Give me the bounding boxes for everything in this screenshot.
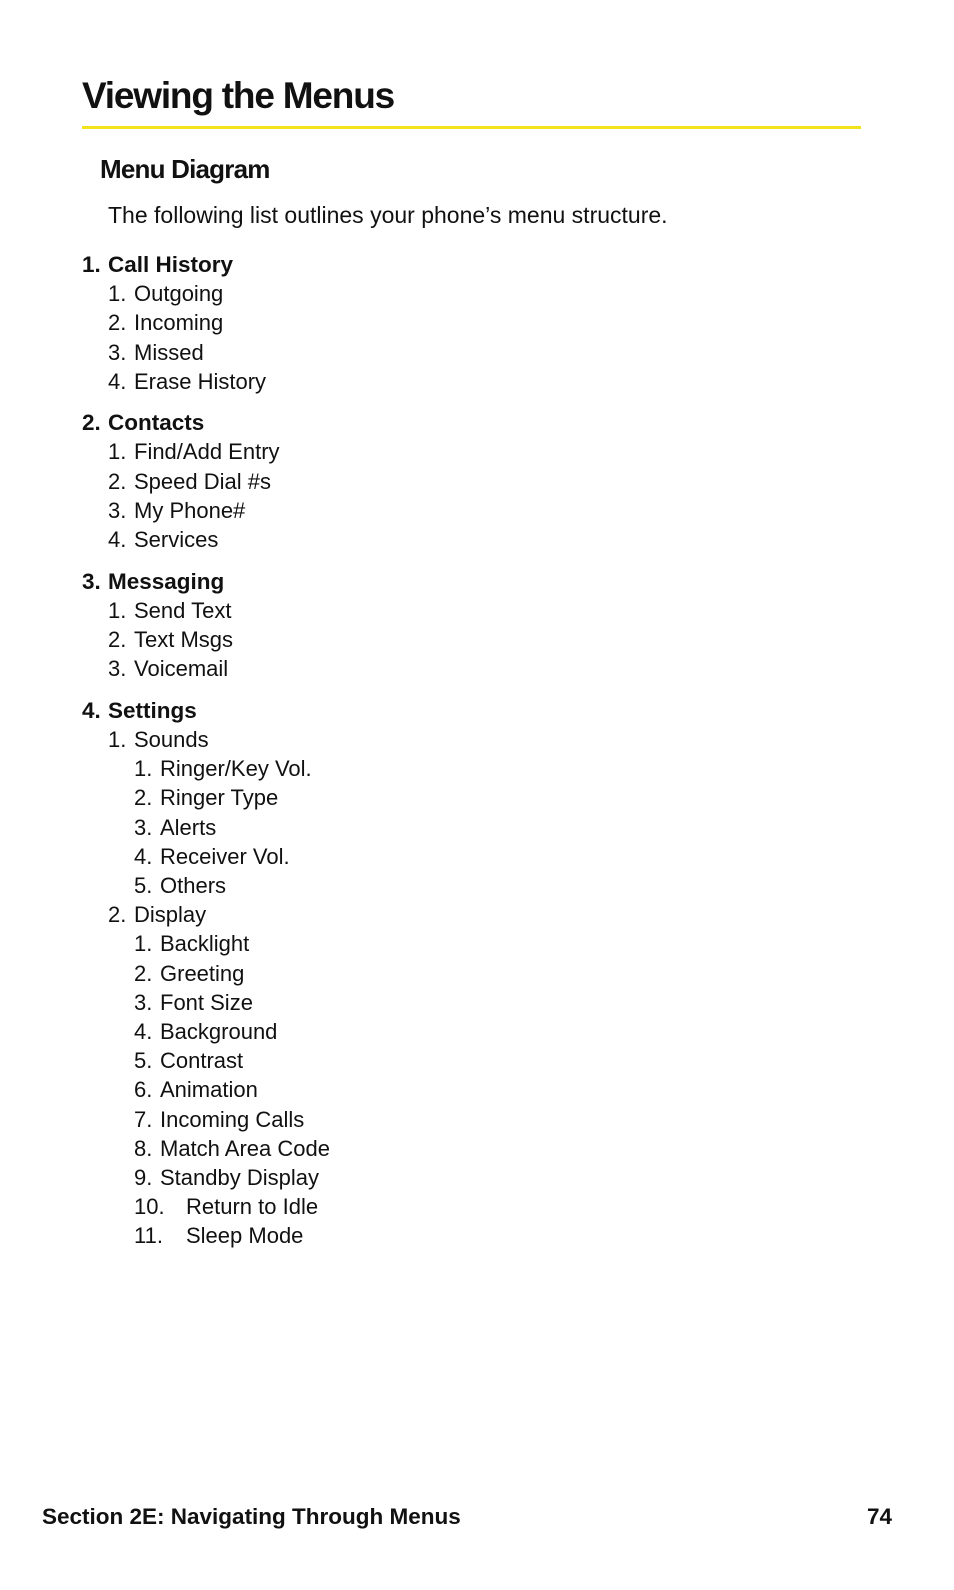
sub-submenu-item bbox=[134, 872, 226, 900]
item-label: Background bbox=[160, 1019, 278, 1044]
item-number: 1. bbox=[134, 756, 153, 781]
item-label: Text Msgs bbox=[134, 627, 234, 652]
section-heading: Menu Diagram bbox=[100, 154, 270, 184]
item-label: Send Text bbox=[134, 598, 232, 623]
item-label: Incoming Calls bbox=[160, 1107, 305, 1132]
submenu-item bbox=[108, 901, 206, 929]
item-number: 1. bbox=[82, 252, 101, 277]
sub-submenu-item bbox=[134, 1164, 319, 1192]
item-number: 5. bbox=[134, 1048, 153, 1073]
item-number: 7. bbox=[134, 1107, 153, 1132]
submenu-item bbox=[108, 309, 223, 337]
item-number: 2. bbox=[108, 310, 127, 335]
item-number: 4. bbox=[134, 844, 153, 869]
item-number: 2. bbox=[108, 469, 127, 494]
item-number: 3. bbox=[108, 340, 127, 365]
sub-submenu-item bbox=[134, 1076, 258, 1104]
item-number: 3. bbox=[134, 990, 153, 1015]
item-label: Sleep Mode bbox=[186, 1223, 304, 1248]
item-label: Messaging bbox=[108, 569, 225, 594]
item-label: Contacts bbox=[108, 410, 205, 435]
item-label: Return to Idle bbox=[186, 1194, 319, 1219]
item-label: Incoming bbox=[134, 310, 224, 335]
item-label: Speed Dial #s bbox=[134, 469, 271, 494]
menu-item bbox=[82, 568, 224, 596]
footer-page-number: 74 bbox=[866, 1504, 892, 1529]
item-number: 10. bbox=[134, 1194, 165, 1219]
sub-submenu-item bbox=[134, 960, 244, 988]
item-label: Display bbox=[134, 902, 207, 927]
sub-submenu-item bbox=[134, 989, 253, 1017]
item-label: Contrast bbox=[160, 1048, 244, 1073]
menu-item bbox=[82, 251, 233, 279]
item-label: Receiver Vol. bbox=[160, 844, 290, 869]
item-label: Services bbox=[134, 527, 219, 552]
sub-submenu-item bbox=[134, 1047, 243, 1075]
item-number: 3. bbox=[82, 569, 101, 594]
submenu-item bbox=[108, 438, 280, 466]
submenu-item bbox=[108, 597, 231, 625]
item-label: Animation bbox=[160, 1077, 258, 1102]
item-label: Alerts bbox=[160, 815, 217, 840]
item-label: Erase History bbox=[134, 369, 267, 394]
menu-item bbox=[82, 409, 204, 437]
item-number: 2. bbox=[108, 627, 127, 652]
intro-paragraph: The following list outlines your phone’s menu structure. bbox=[108, 202, 668, 228]
item-number: 2. bbox=[134, 785, 153, 810]
item-number: 5. bbox=[134, 873, 153, 898]
item-number: 11. bbox=[134, 1223, 163, 1248]
item-number: 8. bbox=[134, 1136, 153, 1161]
item-number: 3. bbox=[134, 815, 153, 840]
item-number: 6. bbox=[134, 1077, 153, 1102]
item-label: Match Area Code bbox=[160, 1136, 330, 1161]
item-label: Standby Display bbox=[160, 1165, 319, 1190]
submenu-item bbox=[108, 726, 209, 754]
sub-submenu-item bbox=[134, 1222, 303, 1250]
submenu-item bbox=[108, 339, 204, 367]
item-label: Settings bbox=[108, 698, 197, 723]
item-number: 2. bbox=[82, 410, 101, 435]
item-number: 1. bbox=[108, 727, 127, 752]
submenu-item bbox=[108, 468, 271, 496]
item-label: Ringer Type bbox=[160, 785, 279, 810]
item-number: 2. bbox=[134, 961, 153, 986]
item-number: 1. bbox=[134, 931, 153, 956]
item-label: Find/Add Entry bbox=[134, 439, 280, 464]
item-number: 4. bbox=[108, 369, 127, 394]
sub-submenu-item bbox=[134, 755, 312, 783]
item-number: 4. bbox=[82, 698, 101, 723]
page-title: Viewing the Menus bbox=[82, 75, 394, 116]
item-label: Missed bbox=[134, 340, 204, 365]
item-number: 4. bbox=[108, 527, 127, 552]
submenu-item bbox=[108, 526, 218, 554]
item-label: Outgoing bbox=[134, 281, 224, 306]
item-number: 4. bbox=[134, 1019, 153, 1044]
submenu-item bbox=[108, 626, 233, 654]
title-underline bbox=[82, 126, 861, 129]
item-number: 2. bbox=[108, 902, 127, 927]
sub-submenu-item bbox=[134, 843, 290, 871]
item-label: Backlight bbox=[160, 931, 250, 956]
item-label: Voicemail bbox=[134, 656, 229, 681]
item-number: 3. bbox=[108, 656, 127, 681]
item-number: 9. bbox=[134, 1165, 153, 1190]
item-number: 1. bbox=[108, 439, 127, 464]
sub-submenu-item bbox=[134, 1135, 330, 1163]
sub-submenu-item bbox=[134, 930, 249, 958]
item-label: Ringer/Key Vol. bbox=[160, 756, 312, 781]
item-number: 3. bbox=[108, 498, 127, 523]
sub-submenu-item bbox=[134, 1018, 277, 1046]
submenu-item bbox=[108, 368, 266, 396]
item-label: Sounds bbox=[134, 727, 209, 752]
sub-submenu-item bbox=[134, 814, 216, 842]
submenu-item bbox=[108, 497, 245, 525]
sub-submenu-item bbox=[134, 784, 278, 812]
item-label: Font Size bbox=[160, 990, 253, 1015]
menu-item bbox=[82, 697, 197, 725]
item-label: My Phone# bbox=[134, 498, 246, 523]
item-label: Call History bbox=[108, 252, 234, 277]
item-number: 1. bbox=[108, 281, 127, 306]
footer-section-title: Section 2E: Navigating Through Menus bbox=[42, 1504, 461, 1529]
item-number: 1. bbox=[108, 598, 127, 623]
item-label: Greeting bbox=[160, 961, 245, 986]
submenu-item bbox=[108, 655, 228, 683]
submenu-item bbox=[108, 280, 223, 308]
sub-submenu-item bbox=[134, 1193, 318, 1221]
sub-submenu-item bbox=[134, 1106, 304, 1134]
item-label: Others bbox=[160, 873, 227, 898]
